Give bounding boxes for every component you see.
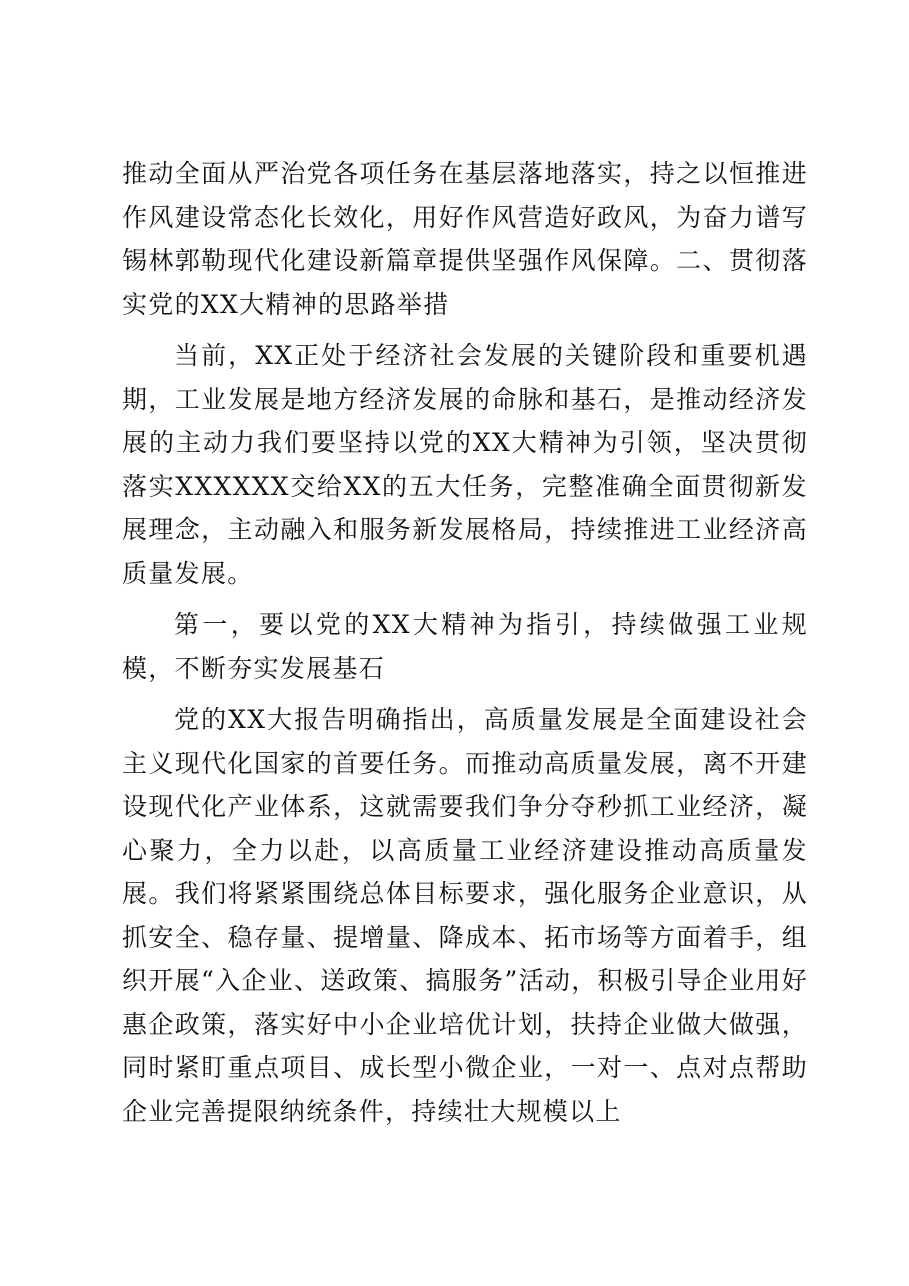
paragraph-current-situation: 当前，XX正处于经济社会发展的关键阶段和重要机遇期，工业发展是地方经济发展的命脉和基石，是推动经济发展的主动力我们要坚持以党的XX大精神为引领，坚决贯彻落实XXXXXX交给XX的五大任务，完整准确全面贯彻新发展理念，主动融入和服务新发展格局，持续推进工业经济高质量发展。 bbox=[122, 341, 808, 588]
paragraph-work-style: 推动全面从严治党各项任务在基层落地落实，持之以恒推进作风建设常态化长效化，用好作风营造好政风，为奋力谱写锡林郭勒现代化建设新篇章提供坚强作风保障。二、贯彻落实党的XX大精神的思路举措 bbox=[122, 159, 808, 319]
paragraph-first-point-heading: 第一，要以党的XX大精神为指引，持续做强工业规模，不断夯实发展基石 bbox=[122, 610, 808, 683]
document-page bbox=[122, 152, 808, 1133]
paragraph-high-quality-development: 党的XX大报告明确指出，高质量发展是全面建设社会主义现代化国家的首要任务。而推动高质量发展，离不开建设现代化产业体系，这就需要我们争分夺秒抓工业经济，凝心聚力，全力以赴，以高质量工业经济建设推动高质量发展。我们将紧紧围绕总体目标要求，强化服务企业意识，从抓安全、稳存量、提增量、降成本、拓市场等方面着手，组织开展“入企业、送政策、搞服务”活动，积极引导企业用好惠企政策，落实好中小企业培优计划，扶持企业做大做强，同时紧盯重点项目、成长型小微企业，一对一、点对点帮助企业完善提限纳统条件，持续壮大规模以上 bbox=[122, 705, 808, 1126]
